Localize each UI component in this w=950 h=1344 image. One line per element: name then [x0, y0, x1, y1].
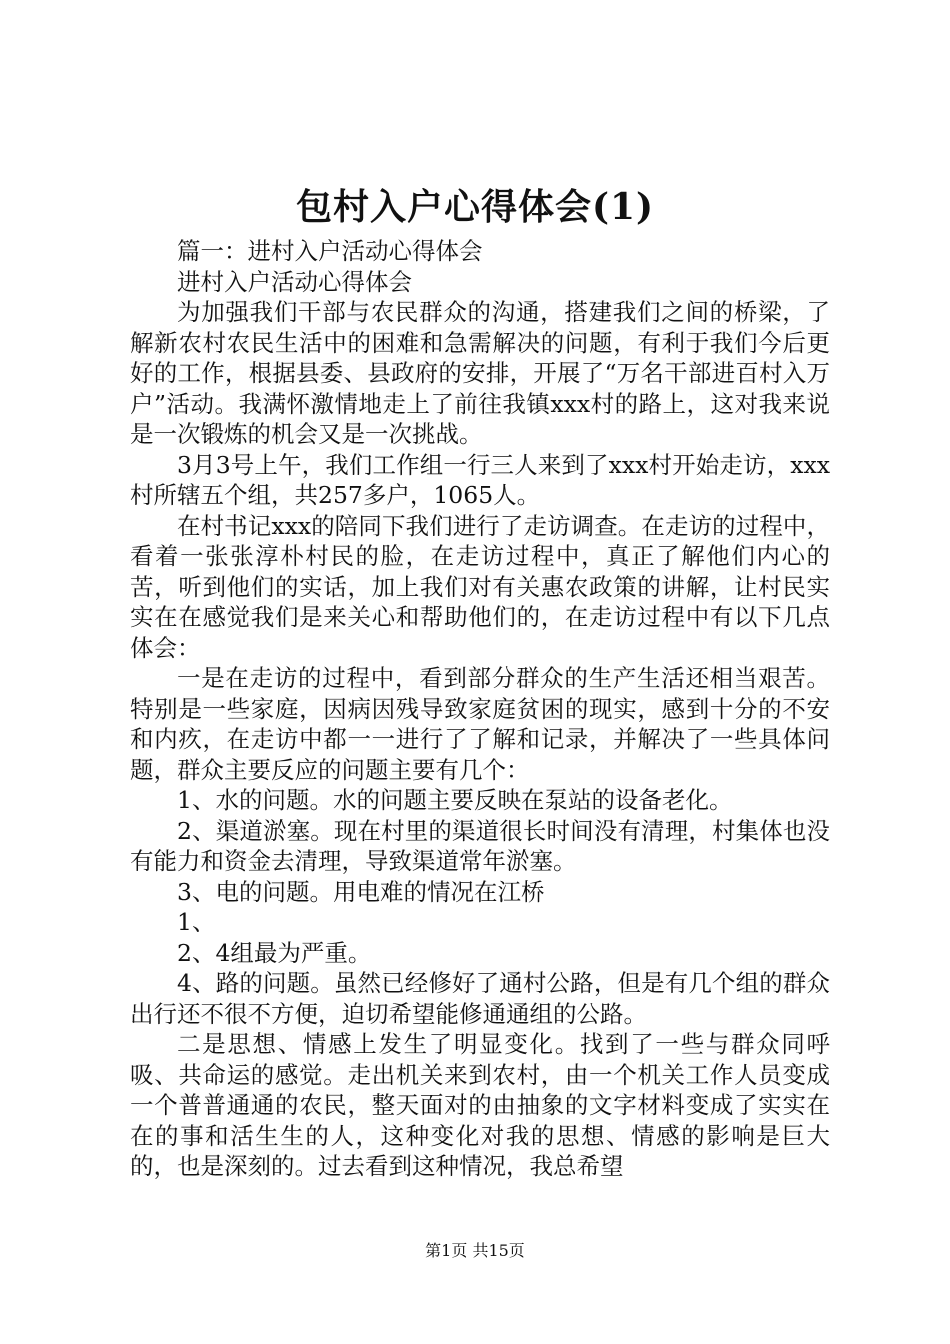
list-item: 4、路的问题。虽然已经修好了通村公路，但是有几个组的群众出行还不很不方便，迫切希望能修通通组的公路。 — [130, 969, 830, 1028]
page-footer: 第1页 共15页 — [425, 1241, 525, 1260]
list-item: 2、渠道淤塞。现在村里的渠道很长时间没有清理，村集体也没有能力和资金去清理，导致渠道常年淤塞。 — [130, 816, 830, 875]
document-title: 包村入户心得体会(1) — [295, 186, 655, 228]
document-body — [130, 236, 830, 1182]
list-item: 1、水的问题。水的问题主要反映在泵站的设备老化。 — [177, 786, 733, 814]
list-item: 3、电的问题。用电难的情况在江桥 — [177, 877, 545, 906]
paragraph: 在村书记xxx的陪同下我们进行了走访调查。在走访的过程中，看着一张张淳朴村民的脸，在走访过程中，真正了解他们内心的苦，听到他们的实话，加上我们对有关惠农政策的讲解，让村民实实在在感觉我们是来关心和帮助他们的，在走访过程中有以下几点体会： — [130, 511, 830, 662]
paragraph: 一是在走访的过程中，看到部分群众的生产生活还相当艰苦。特别是一些家庭，因病因残导致家庭贫困的现实，感到十分的不安和内疚，在走访中都一一进行了了解和记录，并解决了一些具体问题，群众主要反应的问题主要有几个： — [130, 664, 830, 784]
paragraph-subtitle: 进村入户活动心得体会 — [177, 267, 412, 296]
list-item: 2、4组最为严重。 — [177, 938, 372, 967]
paragraph: 二是思想、情感上发生了明显变化。找到了一些与群众同呼吸、共命运的感觉。走出机关来到农村，由一个机关工作人员变成一个普普通通的农民，整天面对的由抽象的文字材料变成了实实在在的事和活生生的人，这种变化对我的思想、情感的影响是巨大的，也是深刻的。过去看到这种情况，我总希望 — [130, 1030, 830, 1180]
paragraph-section-heading: 篇一：进村入户活动心得体会 — [177, 237, 483, 265]
paragraph: 3月3号上午，我们工作组一行三人来到了xxx村开始走访，xxx村所辖五个组，共257多户，1065人。 — [130, 450, 830, 509]
paragraph: 为加强我们干部与农民群众的沟通，搭建我们之间的桥梁，了解新农村农民生活中的困难和急需解决的问题，有利于我们今后更好的工作，根据县委、县政府的安排，开展了“万名干部进百村入万户”活动。我满怀激情地走上了前往我镇xxx村的路上，这对我来说是一次锻炼的机会又是一次挑战。 — [130, 298, 830, 448]
list-item: 1、 — [177, 908, 216, 936]
